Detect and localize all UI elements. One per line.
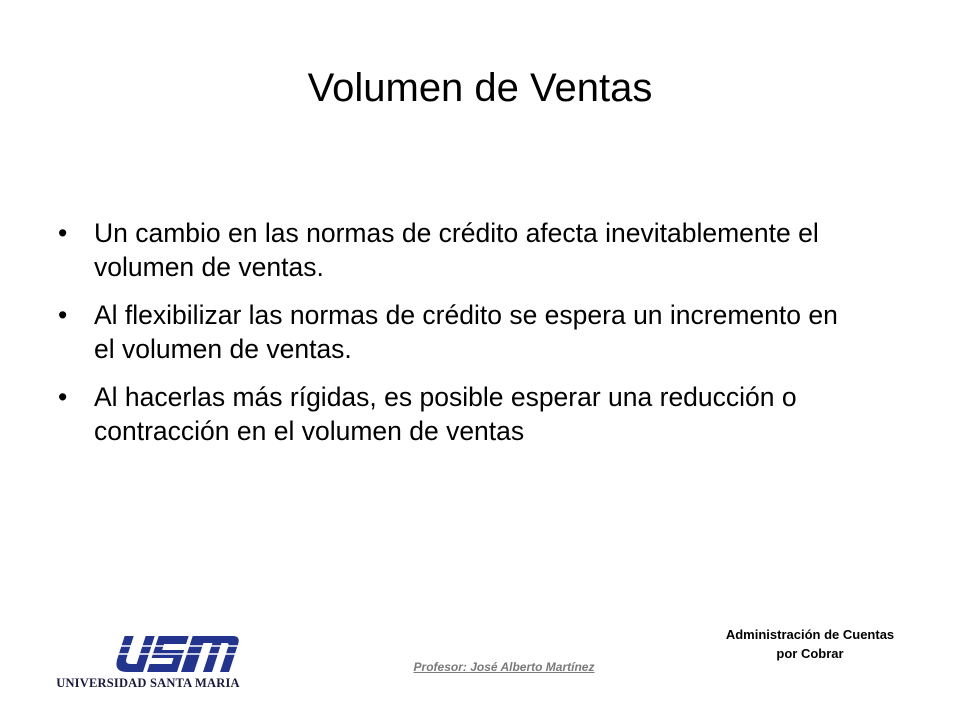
- course-title-line-2: por Cobrar: [776, 646, 844, 661]
- bullet-dot-icon: •: [58, 300, 68, 330]
- bullet-item: [58, 298, 858, 366]
- bullet-text: Un cambio en las normas de crédito afecta inevitablemente el volumen de ventas.: [94, 218, 819, 282]
- bullet-item: [58, 216, 858, 284]
- university-name: UNIVERSIDAD SANTA MARIA: [56, 676, 240, 690]
- bullet-dot-icon: •: [58, 382, 68, 412]
- bullet-text: Al hacerlas más rígidas, es posible esperar una reducción o contracción en el volumen de ventas: [94, 382, 797, 446]
- course-title-line-1: Administración de Cuentas: [725, 627, 895, 642]
- professor-name: Profesor: José Alberto Martínez: [413, 660, 595, 674]
- bullet-text: Al flexibilizar las normas de crédito se espera un incremento en el volumen de ventas.: [94, 300, 838, 364]
- bullet-dot-icon: •: [58, 218, 68, 248]
- bullet-list: [58, 216, 858, 462]
- bullet-item: [58, 380, 858, 448]
- course-title: [690, 625, 930, 663]
- slide-title: Volumen de Ventas: [307, 66, 653, 110]
